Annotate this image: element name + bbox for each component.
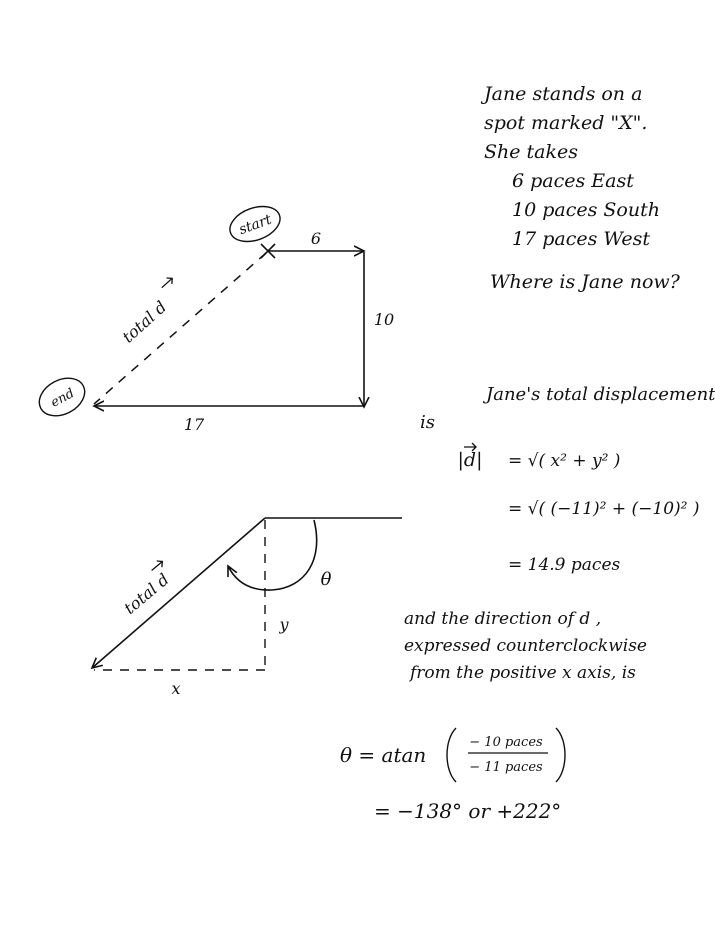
solution-intro: Jane's total displacement [486,384,715,405]
total-d-label-1: total d [118,297,171,347]
theta-lhs: θ = atan [340,743,427,767]
step-west: 17 paces West [512,228,650,250]
eq-line-3: = 14.9 paces [508,555,621,575]
step-east: 6 paces East [512,170,634,192]
y-label: y [279,615,289,634]
direction-result: = −138° or +222° [374,799,562,823]
eq-line-1: = √( x² + y² ) [508,451,621,471]
problem-line-3: She takes [484,141,579,163]
step-south: 10 paces South [512,199,660,221]
magnitude-equations [458,443,700,575]
question: Where is Jane now? [490,271,680,293]
east-label: 6 [310,229,322,248]
solution-is: is [420,412,435,433]
path-diagram [33,200,394,434]
theta-label: θ [320,569,332,590]
component-diagram [92,518,402,698]
total-d-label-2: total d [120,569,173,618]
start-label: start [236,211,274,239]
vector-arrow-icon [159,275,175,290]
theta-arc [228,520,317,590]
total-d-dashed [94,253,266,404]
west-label: 17 [183,415,205,434]
direction-equation [340,728,565,823]
dir-line-1: and the direction of d , [404,609,602,629]
magnitude-lhs: |d| [457,449,483,471]
problem-line-2: spot marked "X". [484,112,648,134]
dir-line-2: expressed counterclockwise [404,636,647,656]
dir-line-3: from the positive x axis, is [410,663,636,683]
total-d-vector [92,518,265,668]
eq-line-2: = √( (−11)² + (−10)² ) [508,499,700,519]
fraction-numerator: − 10 paces [469,735,543,750]
right-paren [556,728,565,782]
south-label: 10 [373,310,395,329]
fraction-denominator: − 11 paces [469,760,543,775]
left-paren [447,728,456,782]
problem-line-1: Jane stands on a [484,83,643,105]
x-label: x [171,679,181,698]
end-label: end [48,385,77,411]
